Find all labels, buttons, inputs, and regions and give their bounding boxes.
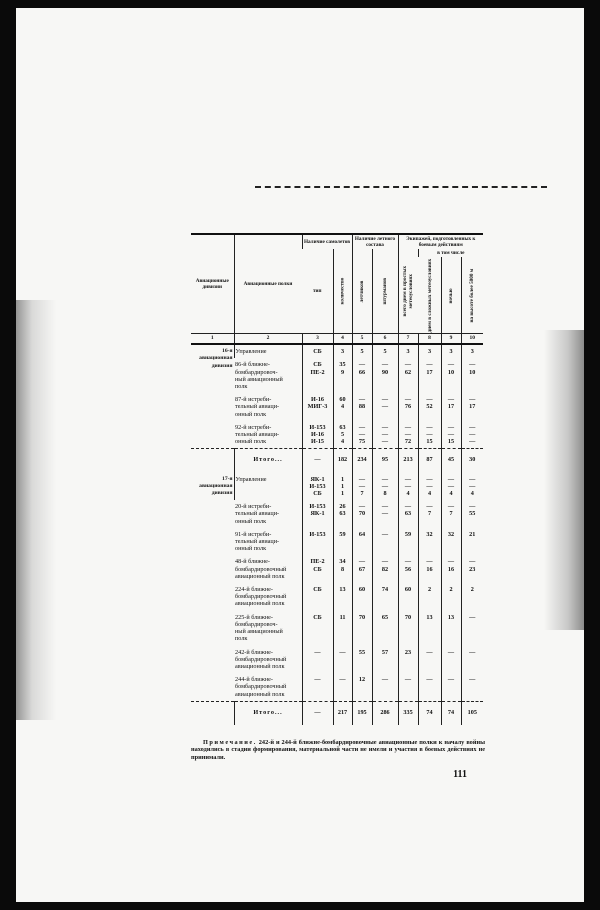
ready-night: — [441, 646, 461, 674]
ready-total: — — 4 [398, 473, 418, 501]
column-number: 9 [441, 334, 461, 345]
regiment-name: 225-й ближне- бомбардировоч- ный авиационный полк [235, 613, 283, 643]
navigators: 95 [372, 449, 398, 473]
ready-total: — 56 [398, 555, 418, 583]
top-rule [255, 186, 547, 188]
table-row [191, 673, 483, 701]
table-row [191, 421, 483, 449]
regiment-name: 20-й истреби- тельный авиаци- онный полк [235, 503, 280, 525]
ready-total: 335 [398, 701, 418, 725]
ready-difficult: — [418, 646, 441, 674]
ready-night: 32 [441, 528, 461, 556]
ready-difficult: 2 [418, 583, 441, 611]
aircraft-type: — [302, 701, 333, 725]
navigators: — 82 [372, 555, 398, 583]
aircraft-count: 13 [333, 583, 352, 611]
column-number: 1 [191, 334, 234, 345]
navigators: 74 [372, 583, 398, 611]
ready-difficult: — 7 [418, 500, 441, 528]
aircraft-type: СБ [302, 344, 333, 358]
navigators: 286 [372, 701, 398, 725]
navigators: — — 8 [372, 473, 398, 501]
column-number: 10 [461, 334, 483, 345]
pilots: — 88 [352, 393, 372, 421]
footnote-text: 242-й и 244-й ближне-бомбардировочные авиационные полки к началу войны находились в стадии формирования, материальной части не имели и участия в боевых действиях не принимали. [191, 738, 486, 761]
aircraft-count: 63 5 4 [333, 421, 352, 449]
table-row [191, 646, 483, 674]
header-aircraft-count: количество [333, 249, 352, 334]
footnote-label: Примечание. [203, 738, 257, 746]
ready-total: 3 [398, 344, 418, 358]
navigators: 5 [372, 344, 398, 358]
navigators: — [372, 673, 398, 701]
pilots: 12 [352, 673, 372, 701]
ready-night: — — 4 [441, 473, 461, 501]
ready-altitude: 21 [461, 528, 483, 556]
regiment-name: 91-й истреби- тельный авиаци- онный полк [235, 530, 280, 553]
ready-night: 74 [441, 701, 461, 725]
footnote [191, 739, 485, 762]
ready-difficult: — 16 [418, 555, 441, 583]
ready-altitude: — [461, 646, 483, 674]
ready-difficult: 3 [418, 344, 441, 358]
regiment-name: 48-й ближне- бомбардировочный авиационный полк [235, 558, 287, 580]
ready-altitude: 2 [461, 583, 483, 611]
aircraft-count: 59 [333, 528, 352, 556]
regiment-name: Управление [234, 344, 302, 358]
ready-altitude: 105 [461, 701, 483, 725]
ready-total: — 63 [398, 500, 418, 528]
aircraft-type: И-153 [302, 528, 333, 556]
regiment-name: 87-й истреби- тельный авиаци- онный полк [235, 396, 280, 418]
ready-night: — 17 [441, 393, 461, 421]
page-content [191, 233, 485, 780]
division-name: 16-я авиационная дивизия [199, 348, 233, 369]
aircraft-type: СБ ПЕ-2 [302, 358, 333, 393]
aircraft-count: — [333, 646, 352, 674]
pilots: — — 7 [352, 473, 372, 501]
navigators: — — [372, 393, 398, 421]
ready-altitude: — [461, 611, 483, 646]
ready-total: — 62 [398, 358, 418, 393]
header-divisions: Авиационные дивизии [191, 234, 234, 334]
pilots: — — 75 [352, 421, 372, 449]
pilots: 234 [352, 449, 372, 473]
table-row [191, 611, 483, 646]
header-including: в том числе [418, 249, 483, 257]
ready-night: 45 [441, 449, 461, 473]
table-row [191, 358, 483, 393]
pilots: 70 [352, 611, 372, 646]
header-crew: Наличие летного состава [352, 234, 398, 249]
regiment-name: 224-й ближне- бомбардировочный авиационный полк [235, 586, 287, 608]
header-ready-difficult: днем в сложных метеоусловиях [426, 258, 433, 333]
header-aircraft-type: тип [312, 288, 322, 294]
table-row [191, 393, 483, 421]
column-numbers-row [191, 334, 483, 345]
aircraft-type: СБ [302, 611, 333, 646]
aircraft-type: — [302, 673, 333, 701]
ready-difficult: 32 [418, 528, 441, 556]
aircraft-count: 34 8 [333, 555, 352, 583]
regiment-name: 92-й истреби- тельный авиаци- онный полк [235, 423, 280, 446]
aircraft-type: СБ [302, 583, 333, 611]
column-number: 3 [302, 334, 333, 345]
aviation-divisions-table [191, 233, 483, 725]
ready-altitude: 3 [461, 344, 483, 358]
ready-difficult: — 17 [418, 358, 441, 393]
aircraft-count: 35 9 [333, 358, 352, 393]
pilots: — 67 [352, 555, 372, 583]
aircraft-type: И-16 МИГ-3 [302, 393, 333, 421]
header-pilots: летчиков [352, 249, 372, 334]
ready-difficult: 74 [418, 701, 441, 725]
ready-total: 70 [398, 611, 418, 646]
navigators: 57 [372, 646, 398, 674]
table-row [191, 344, 483, 358]
pilots: — 70 [352, 500, 372, 528]
pilots: 55 [352, 646, 372, 674]
division-total-row [191, 701, 483, 725]
column-number: 2 [234, 334, 302, 345]
ready-night: 2 [441, 583, 461, 611]
regiment-name: Итого... [234, 701, 302, 725]
ready-night: — 7 [441, 500, 461, 528]
empty-cell [191, 449, 234, 473]
navigators: — 90 [372, 358, 398, 393]
ready-night: — 16 [441, 555, 461, 583]
regiment-name: 86-й ближне- бомбардировоч- ный авиационный полк [235, 361, 283, 391]
header-navigators: штурманов [372, 249, 398, 334]
table-row [191, 528, 483, 556]
navigators: — — [372, 500, 398, 528]
aircraft-type: ЯК-1 И-153 СБ [302, 473, 333, 501]
ready-difficult: — — 15 [418, 421, 441, 449]
pilots: — 66 [352, 358, 372, 393]
ready-night: — — 15 [441, 421, 461, 449]
aircraft-count: 3 [333, 344, 352, 358]
regiment-name: Итого... [234, 449, 302, 473]
table-row [191, 555, 483, 583]
ready-altitude: — — 4 [461, 473, 483, 501]
header-ready-total: всего днем в простых метеоусловиях [398, 249, 418, 334]
regiment-name: 244-й ближне- бомбардировочный авиационный полк [235, 676, 287, 698]
aircraft-count: — [333, 673, 352, 701]
ready-difficult: — — 4 [418, 473, 441, 501]
regiment-name: Управление [234, 473, 302, 501]
table-row [191, 473, 483, 501]
header-ready-night: ночью [441, 257, 461, 334]
ready-difficult: 87 [418, 449, 441, 473]
ready-difficult: — [418, 673, 441, 701]
ready-night: 3 [441, 344, 461, 358]
ready-night: 13 [441, 611, 461, 646]
ready-night: — [441, 673, 461, 701]
column-number: 5 [352, 334, 372, 345]
ready-altitude: — 10 [461, 358, 483, 393]
column-number: 8 [418, 334, 441, 345]
ready-total: 59 [398, 528, 418, 556]
scan-shadow-right [544, 330, 584, 630]
aircraft-count: 1 1 1 [333, 473, 352, 501]
pilots: 60 [352, 583, 372, 611]
empty-cell [191, 701, 234, 725]
ready-difficult: — 52 [418, 393, 441, 421]
navigators: 65 [372, 611, 398, 646]
ready-altitude: — [461, 673, 483, 701]
aircraft-count: 26 63 [333, 500, 352, 528]
division-name: 17-я авиационная дивизия [199, 475, 233, 497]
header-aircraft: Наличие самолетов [302, 234, 352, 249]
header-ready-crews: Экипажей, подготовленных к боевым действиям [398, 234, 483, 249]
ready-total: — 76 [398, 393, 418, 421]
ready-difficult: 13 [418, 611, 441, 646]
pilots: 5 [352, 344, 372, 358]
pilots: 195 [352, 701, 372, 725]
ready-total: 23 [398, 646, 418, 674]
ready-altitude: — 23 [461, 555, 483, 583]
aircraft-count: 182 [333, 449, 352, 473]
aircraft-type: И-153 И-16 И-15 [302, 421, 333, 449]
table-row [191, 583, 483, 611]
ready-total: 60 [398, 583, 418, 611]
aircraft-type: ПЕ-2 СБ [302, 555, 333, 583]
column-number: 7 [398, 334, 418, 345]
ready-altitude: 30 [461, 449, 483, 473]
navigators: — [372, 528, 398, 556]
ready-total: — — 72 [398, 421, 418, 449]
ready-total: — [398, 673, 418, 701]
ready-night: — 10 [441, 358, 461, 393]
page-number: 111 [453, 769, 467, 781]
scan-shadow-left [16, 300, 56, 720]
aircraft-type: — [302, 449, 333, 473]
header-regiments: Авиационные полки [234, 234, 302, 334]
table-row [191, 500, 483, 528]
navigators: — — — [372, 421, 398, 449]
division-total-row [191, 449, 483, 473]
column-number: 4 [333, 334, 352, 345]
header-ready-altitude: на высоте более 5000 м [461, 257, 483, 334]
ready-total: 213 [398, 449, 418, 473]
regiment-name: 242-й ближне- бомбардировочный авиационный полк [235, 648, 287, 670]
ready-altitude: — — — [461, 421, 483, 449]
aircraft-type: И-153 ЯК-1 [302, 500, 333, 528]
ready-altitude: — 17 [461, 393, 483, 421]
aircraft-count: 217 [333, 701, 352, 725]
aircraft-count: 60 4 [333, 393, 352, 421]
column-number: 6 [372, 334, 398, 345]
aircraft-type: — [302, 646, 333, 674]
pilots: 64 [352, 528, 372, 556]
ready-altitude: — 55 [461, 500, 483, 528]
aircraft-count: 11 [333, 611, 352, 646]
